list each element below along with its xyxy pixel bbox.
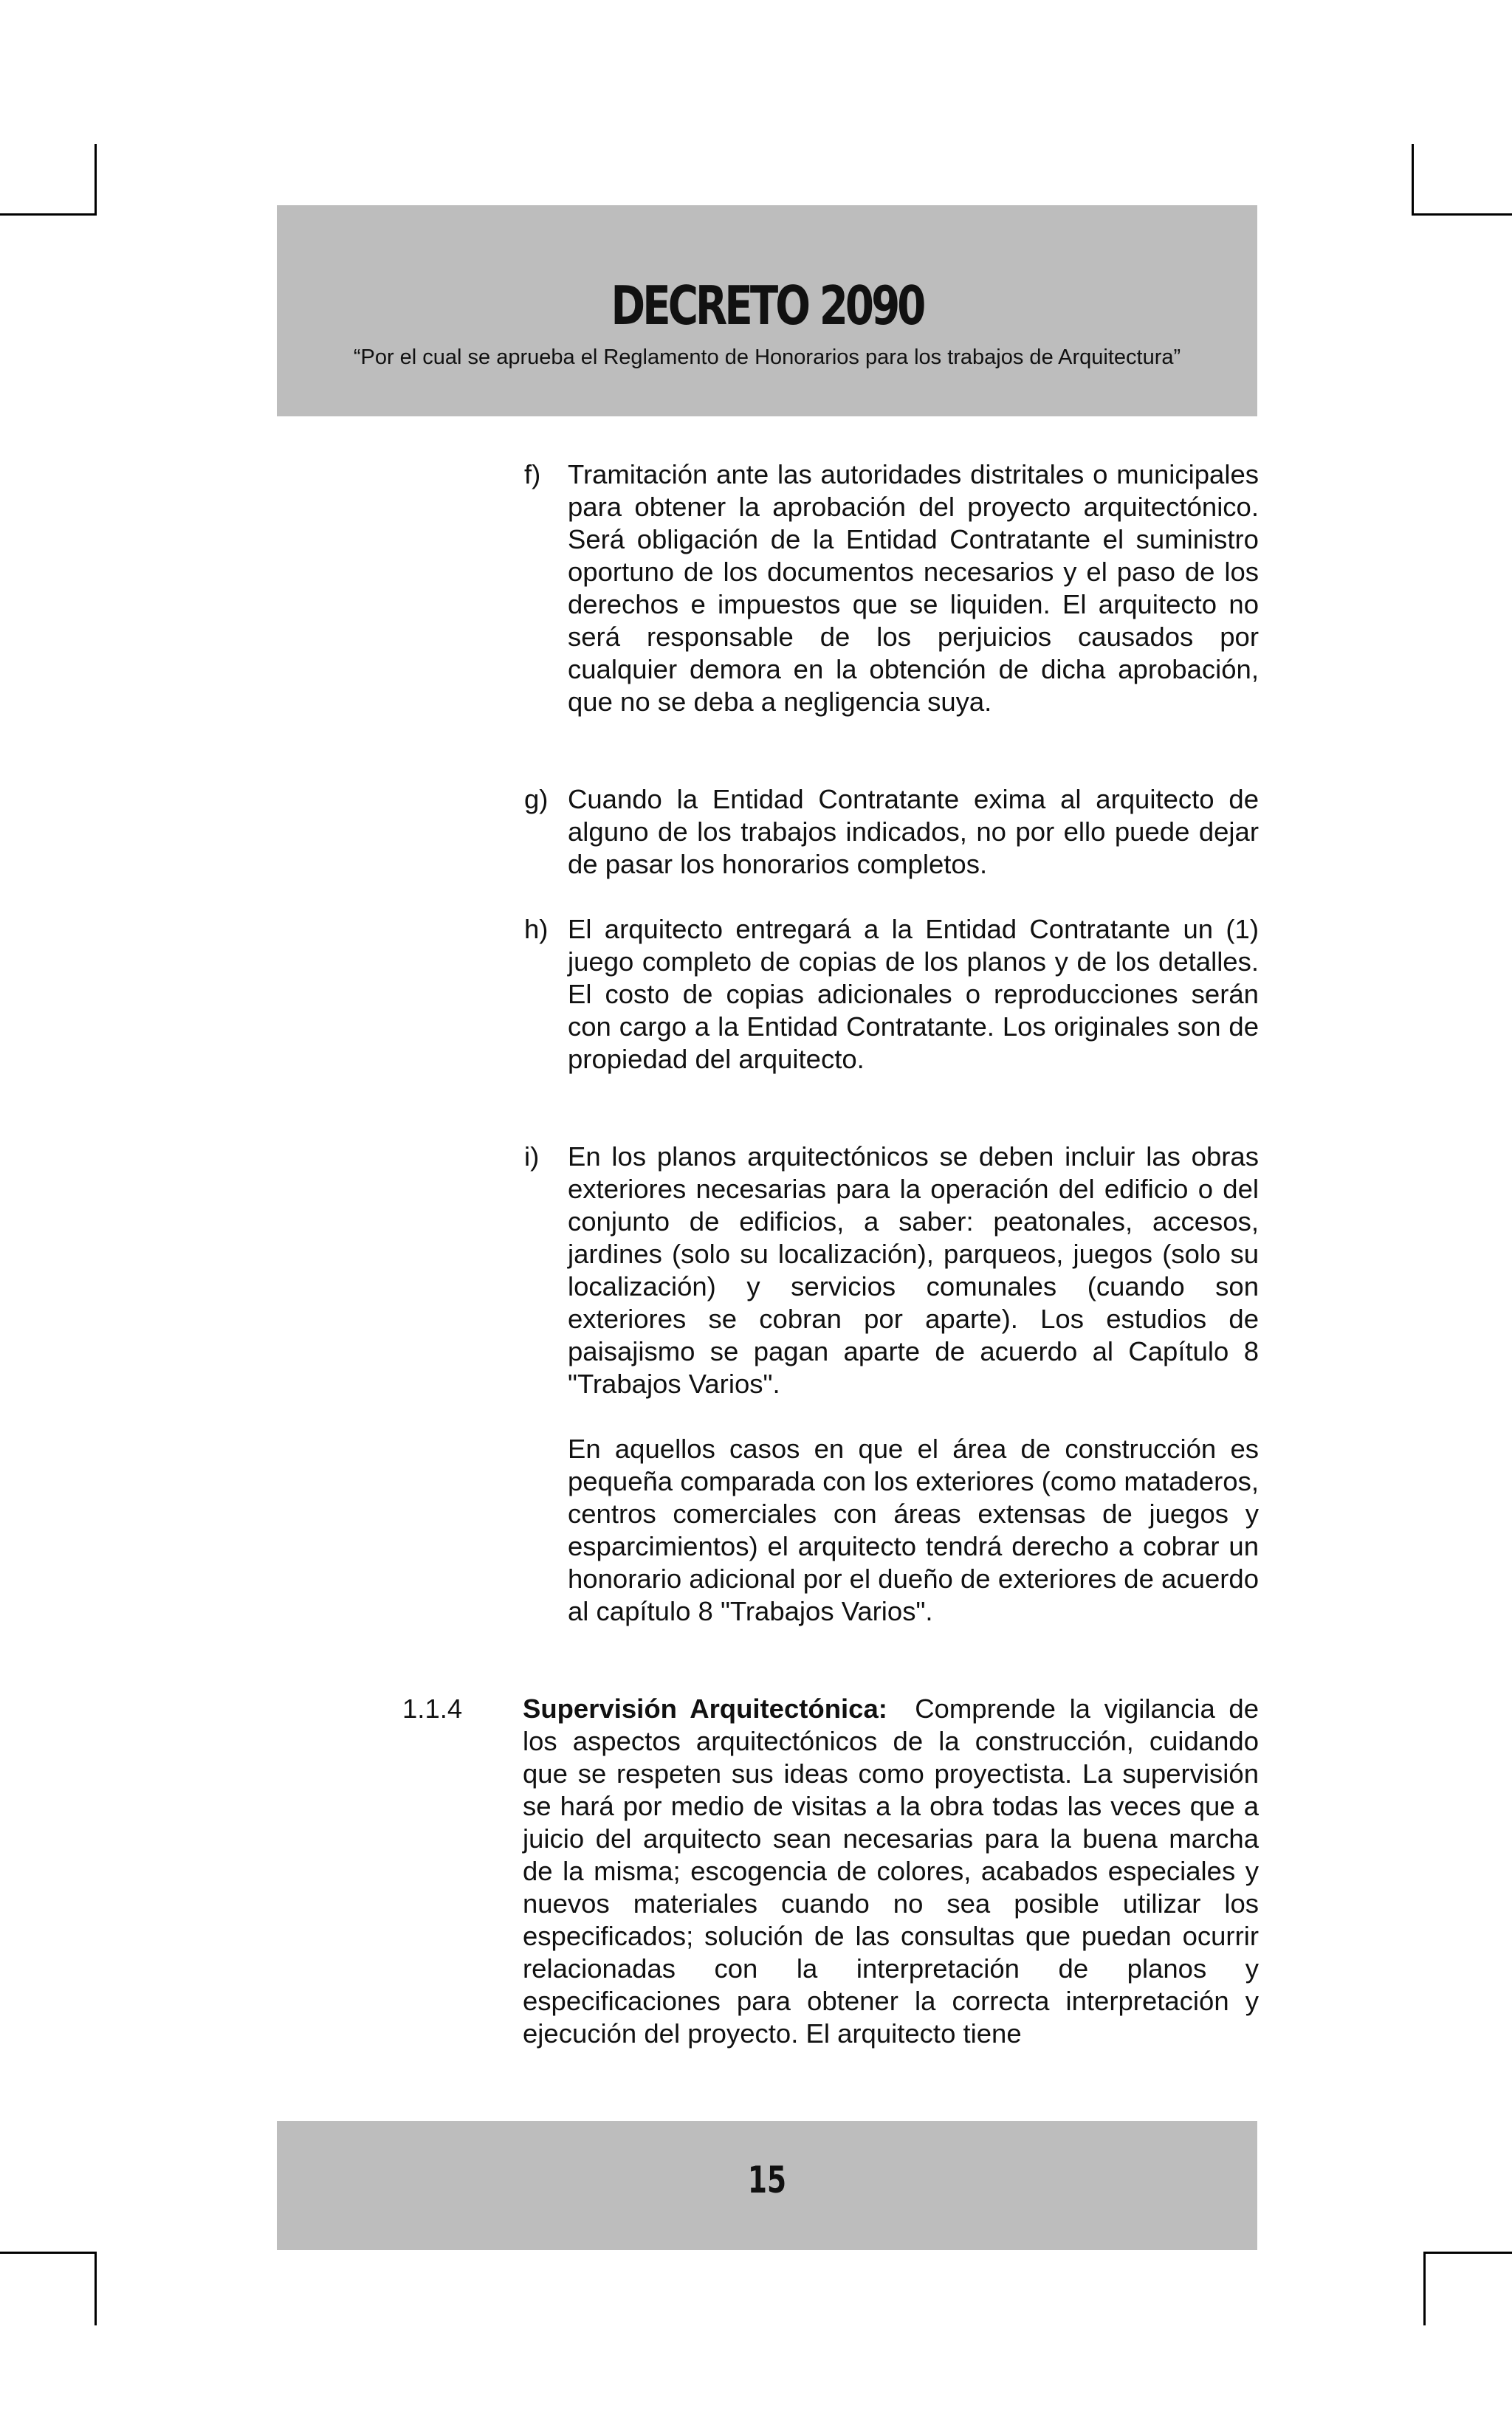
- list-marker: f): [524, 459, 541, 489]
- crop-mark-bottom-left: [0, 2252, 97, 2254]
- crop-mark-bottom-right: [1423, 2252, 1512, 2254]
- crop-mark-top-right: [1412, 144, 1414, 216]
- list-item-text: En los planos arquitectónicos se deben incluir las obras exteriores necesarias para la operación del edificio o del conjunto de edificios, a saber: peatonales, accesos, jardines (solo su localización), parqueos, juegos (solo su localización) y servicios comunales (cuando son exteriores se cobran por aparte). Los estudios de paisajismo se pagan aparte de acuerdo al Capítulo 8 "Trabajos Varios".: [568, 1141, 1259, 1399]
- list-item: [524, 1141, 1259, 1400]
- list-item-text: El arquitecto entregará a la Entidad Contratante un (1) juego completo de copias de los planos y de los detalles. El costo de copias adicionales o reproducciones serán con cargo a la Entidad Contratante. Los originales son de propiedad del arquitecto.: [568, 914, 1259, 1074]
- list-item: [524, 783, 1259, 881]
- list-item: [524, 458, 1259, 718]
- crop-mark-top-left: [94, 144, 97, 216]
- document-title: DECRETO 2090: [611, 275, 924, 337]
- document-subtitle: “Por el cual se aprueba el Reglamento de Honorarios para los trabajos de Arquitectura”: [353, 345, 1181, 369]
- crop-mark-bottom-right: [1423, 2252, 1426, 2325]
- list-marker: i): [524, 1141, 540, 1172]
- list-item-text: Cuando la Entidad Contratante exima al arquitecto de alguno de los trabajos indicados, no por ello puede dejar de pasar los honorarios completos.: [568, 784, 1259, 879]
- section-text: Comprende la vigilancia de los aspectos arquitectónicos de la construcción, cuidando que se respeten sus ideas como proyectista. La supervisión se hará por medio de visitas a la obra todas las veces que a juicio del arquitecto sean necesarias para la buena marcha de la misma; escogencia de colores, acabados especiales y nuevos materiales cuando no sea posible utilizar los especificados; solución de las consultas que puedan ocurrir relacionadas con la interpretación de planos y especificaciones para obtener la correcta interpretación y ejecución del proyecto. El arquitecto tiene: [523, 1693, 1259, 2049]
- crop-mark-top-left: [0, 213, 97, 216]
- crop-mark-bottom-left: [94, 2252, 97, 2325]
- section-number: 1.1.4: [402, 1693, 463, 1724]
- list-marker: g): [524, 784, 549, 814]
- list-item: [524, 913, 1259, 1076]
- list-item-text: Tramitación ante las autoridades distritales o municipales para obtener la aprobación del proyecto arquitectónico. Será obligación de la Entidad Contratante el suministro oportuno de los documentos necesarios y el paso de los derechos e impuestos que se liquiden. El arquitecto no será responsable de los perjuicios causados por cualquier demora en la obtención de dicha aprobación, que no se deba a negligencia suya.: [568, 459, 1259, 717]
- section-supervision: [402, 1693, 1259, 2050]
- list-marker: h): [524, 914, 549, 944]
- page-number: 15: [747, 2159, 787, 2201]
- section-heading: Supervisión Arquitectónica:: [523, 1693, 887, 1724]
- list-item-continuation: En aquellos casos en que el área de construcción es pequeña comparada con los exteriores (como mataderos, centros comerciales con áreas extensas de juegos y esparcimientos) el arquitecto tendrá derecho a cobrar un honorario adicional por el dueño de exteriores de acuerdo al capítulo 8 "Trabajos Varios".: [568, 1434, 1259, 1626]
- crop-mark-top-right: [1412, 213, 1512, 216]
- section-body: [523, 1693, 1259, 2050]
